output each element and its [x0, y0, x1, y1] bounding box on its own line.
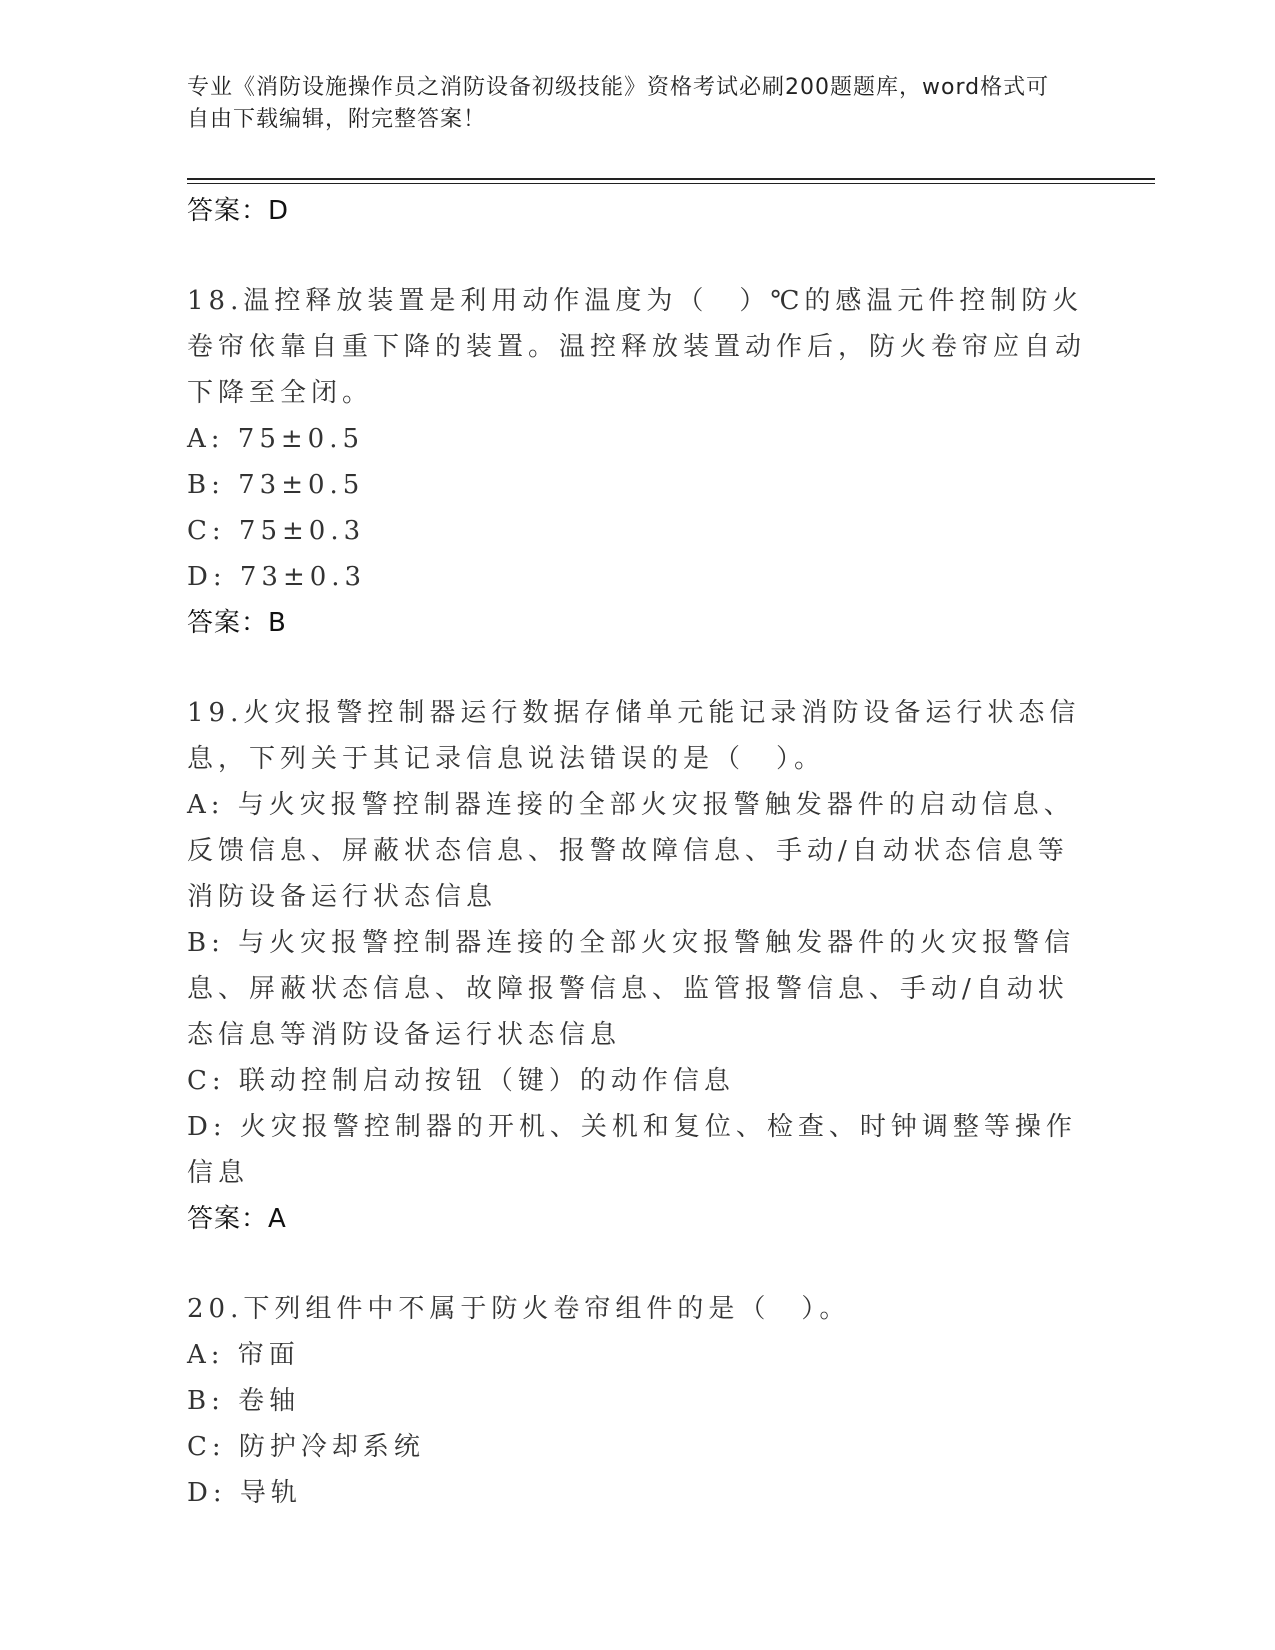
option-b: B: 73±0.5	[187, 470, 365, 500]
header-divider-thin	[187, 183, 1155, 184]
option-c: C: 防护冷却系统	[187, 1432, 425, 1462]
spacer	[187, 1242, 1087, 1286]
option-a: A: 与火灾报警控制器连接的全部火灾报警触发器件的启动信息、反馈信息、屏蔽状态信息、报警故障信息、手动/自动状态信息等消防设备运行状态信息	[187, 790, 1075, 912]
option-b: B: 与火灾报警控制器连接的全部火灾报警触发器件的火灾报警信息、屏蔽状态信息、故障报警信息、监管报警信息、手动/自动状态信息等消防设备运行状态信息	[187, 928, 1076, 1050]
option-b: B: 卷轴	[187, 1386, 301, 1416]
question-stem: 18.温控释放装置是利用动作温度为（ ）℃的感温元件控制防火卷帘依靠自重下降的装置。温控释放装置动作后，防火卷帘应自动下降至全闭。	[187, 286, 1087, 408]
header-divider-thick	[187, 178, 1155, 180]
question-stem: 20.下列组件中不属于防火卷帘组件的是（ ）。	[187, 1294, 851, 1324]
spacer	[187, 234, 1087, 278]
option-c: C: 75±0.3	[187, 516, 366, 546]
option-d: D: 火灾报警控制器的开机、关机和复位、检查、时钟调整等操作信息	[187, 1112, 1077, 1188]
question-stem: 19.火灾报警控制器运行数据存储单元能记录消防设备运行状态信息，下列关于其记录信息说法错误的是（ ）。	[187, 698, 1081, 774]
question-answer: 答案：A	[187, 1204, 287, 1234]
question-block	[187, 690, 1087, 1242]
question-block	[187, 278, 1087, 646]
option-c: C: 联动控制启动按钮（键）的动作信息	[187, 1066, 735, 1096]
question-block	[187, 1286, 1087, 1516]
question-answer: 答案：B	[187, 608, 287, 638]
page-header: 专业《消防设施操作员之消防设备初级技能》资格考试必刷200题题库，word格式可自由下载编辑，附完整答案！	[187, 75, 1050, 132]
previous-answer: 答案：D	[187, 196, 290, 226]
question-content	[187, 188, 1087, 1516]
option-a: A: 75±0.5	[187, 424, 365, 454]
spacer	[187, 646, 1087, 690]
option-a: A: 帘面	[187, 1340, 300, 1370]
option-d: D: 导轨	[187, 1478, 302, 1508]
option-d: D: 73±0.3	[187, 562, 367, 592]
